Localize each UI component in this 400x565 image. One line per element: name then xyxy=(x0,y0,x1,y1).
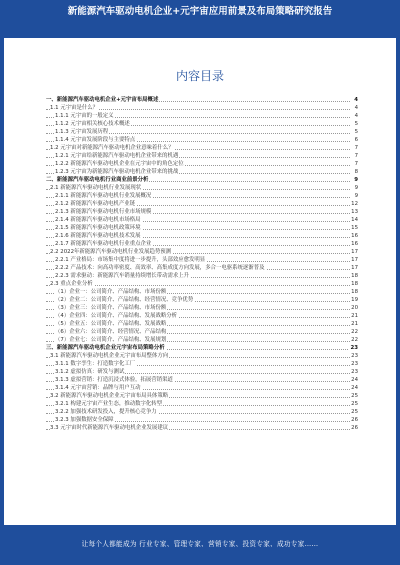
toc-entry-page: 20 xyxy=(351,305,358,311)
toc-entry-page: 25 xyxy=(351,393,358,399)
toc-entry[interactable] xyxy=(46,160,358,168)
toc-entry-page: 18 xyxy=(351,273,358,279)
toc-entry[interactable] xyxy=(46,192,358,200)
report-header xyxy=(0,0,400,38)
toc-entry[interactable] xyxy=(46,232,358,240)
toc-entry[interactable] xyxy=(46,240,358,248)
toc-entry[interactable] xyxy=(46,224,358,232)
toc-entry-label: 三、新能源汽车驱动电机企业元宇宙布局策略分析 xyxy=(46,345,165,351)
toc-entry-label: 1.1 元宇宙是什么？ xyxy=(50,105,99,111)
table-of-contents xyxy=(46,96,358,432)
toc-entry-page: 19 xyxy=(351,297,358,303)
right-border xyxy=(396,38,400,525)
toc-entry[interactable] xyxy=(46,320,358,328)
toc-entry-label: 1.2 元宇宙对新能源汽车驱动电机企业意味着什么？ xyxy=(50,145,174,151)
toc-entry[interactable] xyxy=(46,288,358,296)
toc-entry-label: 2.2.2 产品技术：向高功率密度、高效率、高集成度方向发展，多合一电驱系统逐渐普及 xyxy=(55,265,265,271)
toc-entry-page: 22 xyxy=(351,337,358,343)
toc-entry[interactable] xyxy=(46,176,358,184)
toc-entry-page: 18 xyxy=(351,289,358,295)
toc-entry-page: 22 xyxy=(351,329,358,335)
toc-entry[interactable] xyxy=(46,344,358,352)
toc-entry[interactable] xyxy=(46,416,358,424)
toc-entry-label: 1.1.1 元宇宙的一般定义 xyxy=(55,113,114,119)
toc-entry-label: 1.1.4 元宇宙发展阶段与主要特点 xyxy=(55,137,136,143)
toc-entry-label: 3.3 元宇宙时代新能源汽车驱动电机企业发展建议 xyxy=(50,425,169,431)
toc-entry[interactable] xyxy=(46,128,358,136)
toc-entry-label: 2.2.3 需求驱动：新能源汽车销量持续增长带动需求上升 xyxy=(55,273,190,279)
toc-entry-label: （7）企业七：公司简介、产品结构、发展规划 xyxy=(55,337,167,343)
toc-entry-page: 12 xyxy=(351,201,358,207)
toc-entry-label: 一、新能源汽车驱动电机企业+元宇宙布局概述 xyxy=(46,97,159,103)
footer-slogan: 让每个人都能成为 行业专家、管理专家、营销专家、投资专家、成功专家…… xyxy=(81,540,319,548)
toc-entry[interactable] xyxy=(46,184,358,192)
toc-entry[interactable] xyxy=(46,144,358,152)
toc-entry[interactable] xyxy=(46,256,358,264)
toc-entry-page: 26 xyxy=(351,425,358,431)
toc-entry-page: 18 xyxy=(351,281,358,287)
toc-entry[interactable] xyxy=(46,200,358,208)
toc-entry-label: 1.2.3 元宇宙为新能源汽车驱动电机企业带来的挑战 xyxy=(55,169,179,175)
toc-entry[interactable] xyxy=(46,168,358,176)
toc-entry[interactable] xyxy=(46,280,358,288)
toc-entry[interactable] xyxy=(46,352,358,360)
toc-entry[interactable] xyxy=(46,384,358,392)
toc-entry[interactable] xyxy=(46,400,358,408)
toc-entry-label: 1.1.2 元宇宙相关核心技术概述 xyxy=(55,121,130,127)
toc-entry[interactable] xyxy=(46,120,358,128)
toc-entry-label: 1.2.1 元宇宙给新能源汽车驱动电机企业带来的机遇 xyxy=(55,153,179,159)
toc-entry-page: 16 xyxy=(351,233,358,239)
toc-entry-label: 3.1.1 数字孪生：打造数字化工厂 xyxy=(55,361,136,367)
toc-entry[interactable] xyxy=(46,392,358,400)
toc-entry-label: 2.1.1 新能源汽车驱动电机行业发展概况 xyxy=(55,193,152,199)
toc-entry[interactable] xyxy=(46,296,358,304)
toc-entry-label: （1）企业一：公司简介、产品结构、市场份额 xyxy=(55,289,167,295)
report-title: 新能源汽车驱动电机企业+元宇宙应用前景及布局策略研究报告 xyxy=(67,6,333,17)
toc-entry-page: 25 xyxy=(351,409,358,415)
toc-entry[interactable] xyxy=(46,360,358,368)
toc-entry-page: 17 xyxy=(351,265,358,271)
toc-entry-label: 1.2.2 新能源汽车驱动电机企业在元宇宙中的角色定位 xyxy=(55,161,184,167)
toc-entry[interactable] xyxy=(46,368,358,376)
toc-entry[interactable] xyxy=(46,96,358,104)
toc-entry-label: 2.1.5 新能源汽车驱动电机政策环境 xyxy=(55,225,141,231)
toc-entry[interactable] xyxy=(46,312,358,320)
toc-entry[interactable] xyxy=(46,376,358,384)
toc-heading: 内容目录 xyxy=(175,69,224,83)
toc-entry-page: 13 xyxy=(351,209,358,215)
toc-entry-page: 4 xyxy=(354,113,358,119)
left-border xyxy=(0,38,4,525)
toc-entry-page: 9 xyxy=(354,185,358,191)
toc-entry-label: 2.3 重点企业分析 xyxy=(50,281,93,287)
toc-entry-page: 21 xyxy=(351,313,358,319)
toc-entry-label: 2.1.2 新能源汽车驱动电机产业链 xyxy=(55,201,136,207)
toc-entry-label: （3）企业三：公司简介、产品结构、市场份额 xyxy=(55,305,167,311)
toc-entry-page: 17 xyxy=(351,257,358,263)
toc-entry-label: （4）企业四：公司简介、产品结构、发展战略分析 xyxy=(55,313,178,319)
toc-entry[interactable] xyxy=(46,104,358,112)
toc-entry[interactable] xyxy=(46,152,358,160)
toc-entry-page: 21 xyxy=(351,321,358,327)
toc-entry[interactable] xyxy=(46,328,358,336)
toc-entry-label: 3.2.3 加强数据安全保障 xyxy=(55,417,114,423)
toc-entry-page: 23 xyxy=(351,361,358,367)
toc-entry-page: 16 xyxy=(351,241,358,247)
toc-entry-label: 2.1.4 新能源汽车驱动电机市场格局 xyxy=(55,217,141,223)
toc-entry-page: 24 xyxy=(351,385,358,391)
toc-entry[interactable] xyxy=(46,248,358,256)
toc-entry[interactable] xyxy=(46,216,358,224)
toc-entry-label: 1.1.3 元宇宙发展历程 xyxy=(55,129,109,135)
toc-entry-page: 23 xyxy=(351,353,358,359)
toc-entry-page: 14 xyxy=(351,217,358,223)
toc-entry-page: 8 xyxy=(354,169,358,175)
toc-entry-label: 2.2.1 产业格局：市场集中度将进一步提升，头部效应愈发明显 xyxy=(55,257,206,263)
toc-entry-label: 2.1.7 新能源汽车驱动电机行业重点企业 xyxy=(55,241,152,247)
toc-entry-label: 3.2 新能源汽车驱动电机企业元宇宙布局具体策略 xyxy=(50,393,169,399)
toc-entry-page: 23 xyxy=(351,369,358,375)
toc-entry[interactable] xyxy=(46,408,358,416)
toc-entry-page: 9 xyxy=(354,177,358,183)
toc-entry[interactable] xyxy=(46,272,358,280)
toc-entry[interactable] xyxy=(46,136,358,144)
toc-entry[interactable] xyxy=(46,304,358,312)
toc-entry-label: 3.2.1 构建元宇宙产业生态，推动数字化转型 xyxy=(55,401,163,407)
toc-entry-page: 7 xyxy=(354,145,358,151)
toc-entry-page: 6 xyxy=(354,137,358,143)
toc-entry-page: 7 xyxy=(354,153,358,159)
toc-entry-page: 4 xyxy=(354,97,358,103)
toc-entry-label: 3.2.2 加强技术研发投入，提升核心竞争力 xyxy=(55,409,157,415)
toc-entry-label: （2）企业二：公司简介、产品结构、经营情况、竞争优势 xyxy=(55,297,194,303)
toc-entry-label: 2.1.3 新能源汽车驱动电机行业市场规模 xyxy=(55,209,152,215)
toc-entry-label: 3.1.2 虚拟仿真：研发与测试 xyxy=(55,369,125,375)
toc-entry-label: 2.1 新能源汽车驱动电机行业发展现状 xyxy=(50,185,142,191)
toc-entry[interactable] xyxy=(46,336,358,344)
toc-entry[interactable] xyxy=(46,112,358,120)
toc-entry-page: 4 xyxy=(354,105,358,111)
toc-entry-page: 23 xyxy=(350,345,358,351)
toc-entry-label: 2.1.6 新能源汽车驱动电机技术发展 xyxy=(55,233,141,239)
toc-entry-label: （5）企业五：公司简介、产品结构、发展战略 xyxy=(55,321,167,327)
toc-entry-label: 3.1 新能源汽车驱动电机企业元宇宙布局整体方向 xyxy=(50,353,169,359)
toc-entry-page: 26 xyxy=(351,417,358,423)
toc-entry-page: 7 xyxy=(354,161,358,167)
toc-entry-page: 9 xyxy=(354,193,358,199)
toc-entry-label: 3.1.3 虚拟营销：打造沉浸式体验，拓展营销渠道 xyxy=(55,377,173,383)
toc-entry-label: 2.2 2022年新能源汽车驱动电机行业发展趋势预测 xyxy=(50,249,172,255)
report-footer xyxy=(0,525,400,565)
toc-entry-page: 5 xyxy=(354,121,358,127)
toc-entry-page: 24 xyxy=(351,377,358,383)
toc-entry[interactable] xyxy=(46,424,358,432)
toc-entry-page: 17 xyxy=(351,249,358,255)
toc-entry-page: 25 xyxy=(351,401,358,407)
toc-entry-label: （6）企业六：公司简介、经营情况、产品结构 xyxy=(55,329,167,335)
toc-entry[interactable] xyxy=(46,264,358,272)
toc-entry-label: 3.1.4 元宇宙营销：品牌与用户互动 xyxy=(55,385,141,391)
toc-entry[interactable] xyxy=(46,208,358,216)
toc-entry-page: 15 xyxy=(351,225,358,231)
toc-entry-page: 5 xyxy=(354,129,358,135)
toc-entry-label: 二、新能源汽车驱动电机行业商业前景分析 xyxy=(46,177,149,183)
